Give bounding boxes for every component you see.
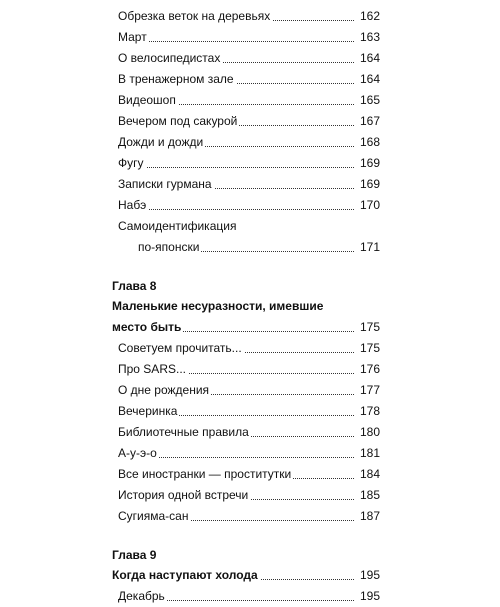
toc-entry-title: Вечеринка (118, 401, 179, 422)
toc-entry-page: 168 (358, 132, 380, 153)
toc-entry-title: Библиотечные правила (118, 422, 251, 443)
toc-entry-page: 170 (358, 195, 380, 216)
toc-entry (112, 27, 380, 48)
toc-entry (112, 69, 380, 90)
toc-entry (112, 485, 380, 506)
toc-entry-title: Фугу (118, 153, 146, 174)
toc-entry-title: Самоидентификация (118, 216, 238, 237)
toc-entry-page: 180 (358, 422, 380, 443)
chapter-page: 175 (358, 317, 380, 338)
toc-entry (112, 401, 380, 422)
toc-entry (112, 506, 380, 527)
toc-entry-title: Обрезка веток на деревьях (118, 6, 272, 27)
toc-entry-title: О велосипедистах (118, 48, 222, 69)
toc-entry-page: 164 (358, 69, 380, 90)
toc-entry-page: 164 (358, 48, 380, 69)
toc-entry-page: 165 (358, 90, 380, 111)
toc-entry-page: 169 (358, 174, 380, 195)
toc-entry-title: Дожди и дожди (118, 132, 205, 153)
toc-entry-title: В тренажерном зале (118, 69, 236, 90)
toc-entry (112, 174, 380, 195)
toc-entry-title-continued: по-японски (138, 237, 201, 258)
table-of-contents (112, 6, 380, 607)
toc-entry-title: Сугияма-сан (118, 506, 190, 527)
toc-entry (112, 422, 380, 443)
toc-entry (112, 195, 380, 216)
dot-leader (118, 167, 354, 168)
toc-entry-line2 (112, 237, 380, 258)
toc-entry-page: 162 (358, 6, 380, 27)
chapter-label: Глава 8 (112, 279, 157, 293)
dot-leader (118, 209, 354, 210)
toc-entry-page: 177 (358, 380, 380, 401)
toc-entry (112, 6, 380, 27)
toc-entry-page: 169 (358, 153, 380, 174)
toc-entry-page: 163 (358, 27, 380, 48)
page-margin (0, 0, 118, 500)
toc-entry-title: А-у-э-о (118, 443, 159, 464)
toc-entry-title: Набэ (118, 195, 148, 216)
chapter-label: Глава 9 (112, 548, 157, 562)
toc-entry-page: 187 (358, 506, 380, 527)
toc-entry-title: Советуем прочитать... (118, 338, 244, 359)
toc-entry (112, 132, 380, 153)
toc-entry-title: История одной встречи (118, 485, 250, 506)
toc-entry (112, 48, 380, 69)
toc-entry (112, 586, 380, 607)
chapter-title-line2 (112, 317, 380, 338)
toc-entry (112, 464, 380, 485)
toc-entry (112, 111, 380, 132)
chapter-title: Когда наступают холода (112, 565, 260, 586)
chapter-title-line1 (112, 296, 380, 317)
toc-entry (112, 359, 380, 380)
toc-entry-title: О дне рождения (118, 380, 211, 401)
toc-entry-page: 175 (358, 338, 380, 359)
toc-entry-page: 195 (358, 586, 380, 607)
toc-entry (112, 90, 380, 111)
toc-entry-title: Записки гурмана (118, 174, 214, 195)
chapter-title-row (112, 565, 380, 586)
chapter-page: 195 (358, 565, 380, 586)
dot-leader (118, 41, 354, 42)
toc-entry-title: Декабрь (118, 586, 167, 607)
toc-entry-title: Вечером под сакурой (118, 111, 239, 132)
toc-entry-page: 176 (358, 359, 380, 380)
toc-entry-page: 167 (358, 111, 380, 132)
toc-entry-page: 185 (358, 485, 380, 506)
toc-entry-page: 181 (358, 443, 380, 464)
toc-entry (112, 380, 380, 401)
toc-entry-line1 (112, 216, 380, 237)
toc-entry-title: Видеошоп (118, 90, 178, 111)
toc-entry-page: 171 (358, 237, 380, 258)
toc-entry (112, 153, 380, 174)
toc-entry-title: Март (118, 27, 149, 48)
toc-entry-title: Про SARS... (118, 359, 188, 380)
chapter-title-continued: место быть (112, 317, 183, 338)
toc-entry-page: 178 (358, 401, 380, 422)
toc-entry (112, 443, 380, 464)
toc-entry (112, 338, 380, 359)
toc-entry-title: Все иностранки — проститутки (118, 464, 293, 485)
toc-entry-page: 184 (358, 464, 380, 485)
chapter-title: Маленькие несуразности, имевшие (112, 296, 325, 317)
